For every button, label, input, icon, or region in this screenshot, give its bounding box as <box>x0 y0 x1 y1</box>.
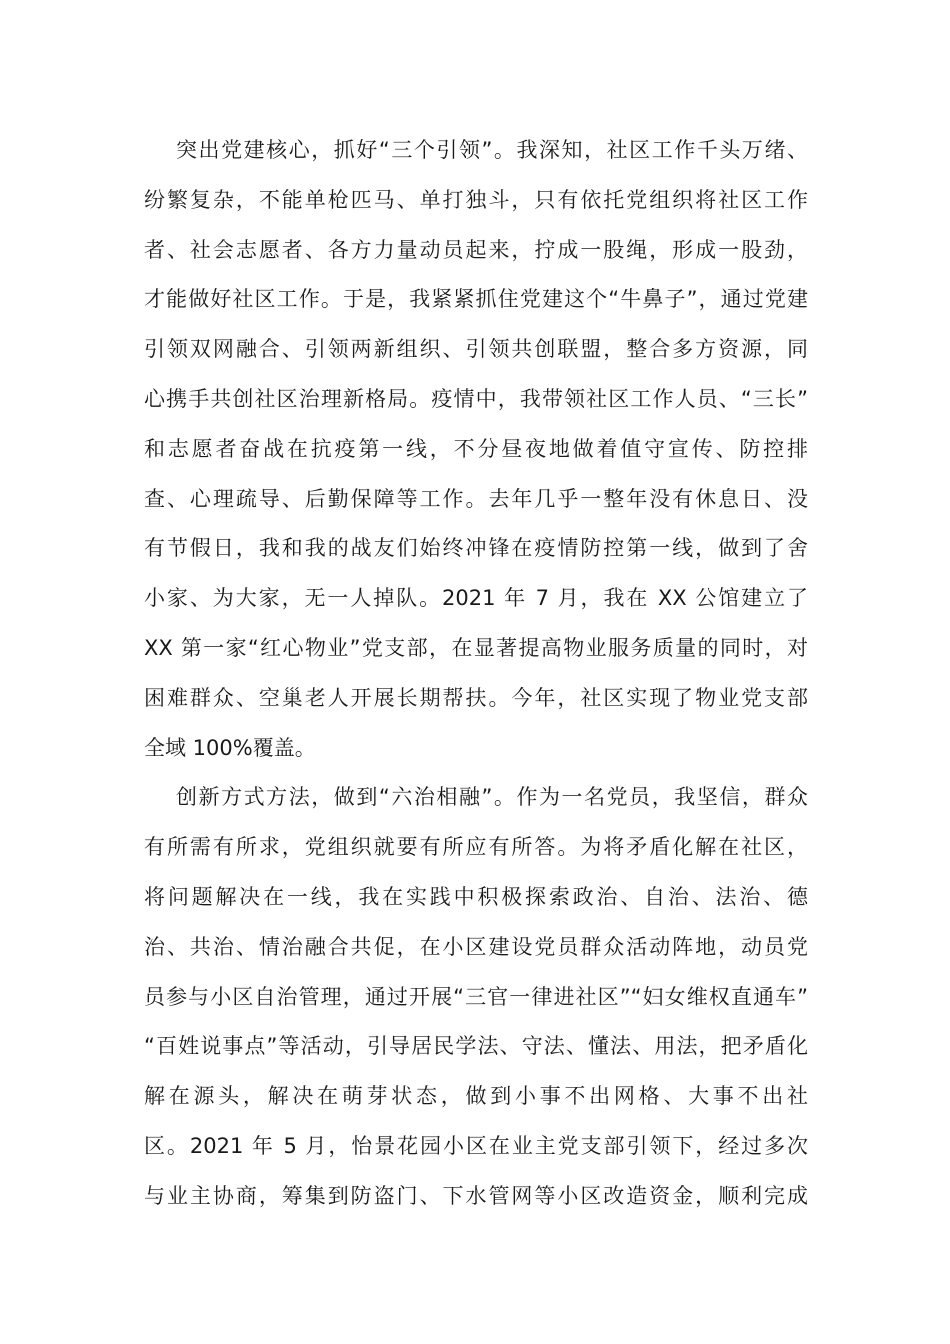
text-line: 者、社会志愿者、各方力量动员起来，拧成一股绳，形成一股劲， <box>144 237 808 262</box>
text-line: 和志愿者奋战在抗疫第一线，不分昼夜地做着值守宣传、防控排 <box>144 436 808 461</box>
text-line: 创新方式方法，做到“六治相融”。作为一名党员，我坚信，群众 <box>176 785 808 810</box>
text-line: 才能做好社区工作。于是，我紧紧抓住党建这个“牛鼻子”，通过党建 <box>144 287 808 312</box>
text-line: “百姓说事点”等活动，引导居民学法、守法、懂法、用法，把矛盾化 <box>144 1034 808 1059</box>
text-line: 查、心理疏导、后勤保障等工作。去年几乎一整年没有休息日、没 <box>144 486 808 511</box>
text-line: 突出党建核心，抓好“三个引领”。我深知，社区工作千头万绪、 <box>176 138 808 162</box>
text-line: 解在源头，解决在萌芽状态，做到小事不出网格、大事不出社 <box>144 1084 808 1109</box>
text-line: 困难群众、空巢老人开展长期帮扶。今年，社区实现了物业党支部 <box>144 685 808 710</box>
text-line: 全域 100%覆盖。 <box>144 735 316 760</box>
paragraph-innovation <box>144 773 808 1221</box>
text-line: XX 第一家“红心物业”党支部，在显著提高物业服务质量的同时，对 <box>144 635 808 660</box>
paragraph-party-building <box>144 126 808 773</box>
text-line: 员参与小区自治管理，通过开展“三官一律进社区”“妇女维权直通车” <box>144 984 808 1009</box>
text-line: 治、共治、情治融合共促，在小区建设党员群众活动阵地，动员党 <box>144 934 808 959</box>
text-line: 心携手共创社区治理新格局。疫情中，我带领社区工作人员、“三长” <box>144 386 808 411</box>
text-line: 将问题解决在一线，我在实践中积极探索政治、自治、法治、德 <box>144 884 808 909</box>
text-line: 有所需有所求，党组织就要有所应有所答。为将矛盾化解在社区， <box>144 835 808 860</box>
text-line: 区。2021 年 5 月，怡景花园小区在业主党支部引领下，经过多次 <box>144 1133 808 1158</box>
text-line: 有节假日，我和我的战友们始终冲锋在疫情防控第一线，做到了舍 <box>144 536 808 561</box>
text-line: 纷繁复杂，不能单枪匹马、单打独斗，只有依托党组织将社区工作 <box>144 187 808 212</box>
text-line: 小家、为大家，无一人掉队。2021 年 7 月，我在 XX 公馆建立了 <box>144 586 808 611</box>
document-body <box>144 126 808 1222</box>
text-line: 引领双网融合、引领两新组织、引领共创联盟，整合多方资源，同 <box>144 337 808 362</box>
text-line: 与业主协商，筹集到防盗门、下水管网等小区改造资金，顺利完成 <box>144 1183 808 1208</box>
